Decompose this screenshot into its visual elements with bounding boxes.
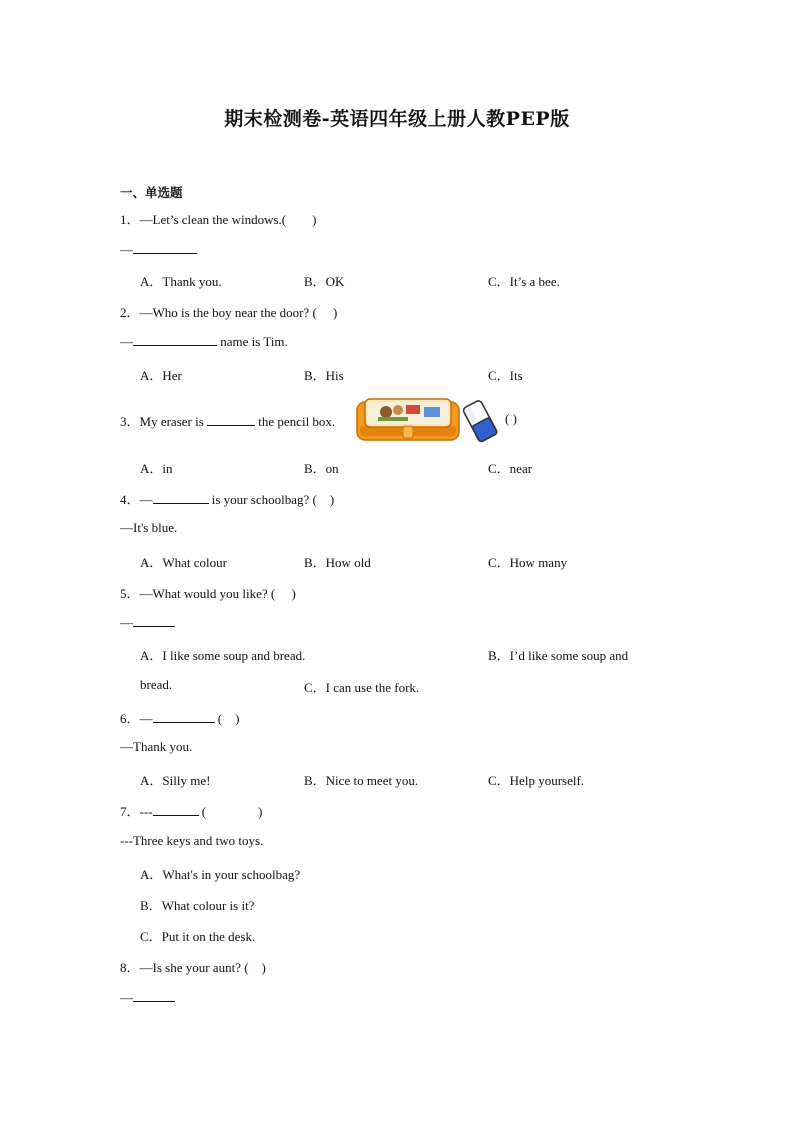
question-5-stem (120, 583, 296, 602)
question-number: 5． (120, 586, 140, 601)
question-number: 8． (120, 960, 140, 975)
question-1-stem (120, 209, 316, 228)
question-3-stem (120, 411, 335, 430)
question-text: —What would you like? ( ) (139, 586, 296, 601)
question-number: 2． (120, 305, 140, 320)
question-text-b: the pencil box. (255, 414, 336, 429)
answer-blank (133, 989, 175, 1002)
answer-blank (153, 803, 199, 816)
question-text-a: My eraser is (139, 414, 208, 429)
question-4-stem (120, 489, 334, 508)
reply-dash: — (120, 615, 133, 630)
option-a: A．Her (140, 368, 182, 383)
option-c: C．Put it on the desk. (140, 929, 256, 944)
question-text-b: is your schoolbag? ( ) (208, 492, 335, 507)
question-6-reply: —Thank you. (120, 739, 193, 754)
question-text: —Who is the boy near the door? ( ) (139, 305, 338, 320)
question-7-stem (120, 801, 262, 820)
option-c: C．It’s a bee. (488, 274, 560, 289)
option-b: B．What colour is it? (140, 898, 255, 913)
question-number: 7． (120, 804, 140, 819)
option-b: B．How old (304, 555, 371, 570)
question-number: 4． (120, 492, 140, 507)
question-2-stem (120, 302, 337, 321)
question-5-reply (120, 614, 175, 631)
option-b: B．on (304, 461, 339, 476)
answer-blank (153, 491, 209, 504)
question-2-reply (120, 333, 288, 350)
question-8-reply (120, 989, 175, 1006)
question-number: 6． (120, 711, 140, 726)
reply-dash: — (120, 242, 133, 257)
question-1-reply (120, 241, 197, 258)
option-b: B．Nice to meet you. (304, 773, 419, 788)
answer-blank (153, 710, 215, 723)
eraser-image (460, 396, 500, 446)
option-b: B．OK (304, 274, 345, 289)
option-a: A．in (140, 461, 173, 476)
option-b: B．I’d like some soup and (488, 648, 629, 663)
option-a: A．Thank you. (140, 274, 222, 289)
question-6-stem (120, 708, 239, 727)
question-text-a: — (139, 492, 153, 507)
option-b: B．His (304, 368, 344, 383)
question-text-a: — (139, 711, 153, 726)
reply-dash: — (120, 990, 133, 1005)
option-a: A．Silly me! (140, 773, 211, 788)
option-c: C．How many (488, 555, 568, 570)
question-text-a: --- (139, 804, 153, 819)
pencil-box-image (356, 396, 460, 442)
option-a: A．What colour (140, 555, 228, 570)
question-text-b: ( ) (198, 804, 263, 819)
question-3-bracket: ( ) (505, 411, 517, 426)
option-b-continued: bread. (140, 677, 173, 692)
section-heading: 一、单选题 (120, 185, 183, 200)
question-8-stem (120, 957, 266, 976)
answer-blank (133, 614, 175, 627)
option-c: C．I can use the fork. (304, 680, 420, 695)
option-a: A．I like some soup and bread. (140, 648, 306, 663)
question-text-b: ( ) (214, 711, 240, 726)
question-text: —Is she your aunt? ( ) (139, 960, 266, 975)
option-a: A．What's in your schoolbag? (140, 867, 301, 882)
question-7-reply: ---Three keys and two toys. (120, 833, 264, 848)
page-title: 期末检测卷-英语四年级上册人教PEP版 (224, 108, 570, 130)
question-number: 1． (120, 212, 140, 227)
reply-dash: — (120, 334, 133, 349)
question-4-reply: —It's blue. (120, 520, 178, 535)
option-c: C．Help yourself. (488, 773, 585, 788)
answer-blank (133, 241, 197, 254)
option-c: C．near (488, 461, 533, 476)
question-text: —Let’s clean the windows.( ) (139, 212, 317, 227)
answer-blank (133, 333, 217, 346)
answer-blank (207, 413, 255, 426)
reply-text: name is Tim. (217, 334, 288, 349)
question-number: 3． (120, 414, 140, 429)
option-c: C．Its (488, 368, 523, 383)
